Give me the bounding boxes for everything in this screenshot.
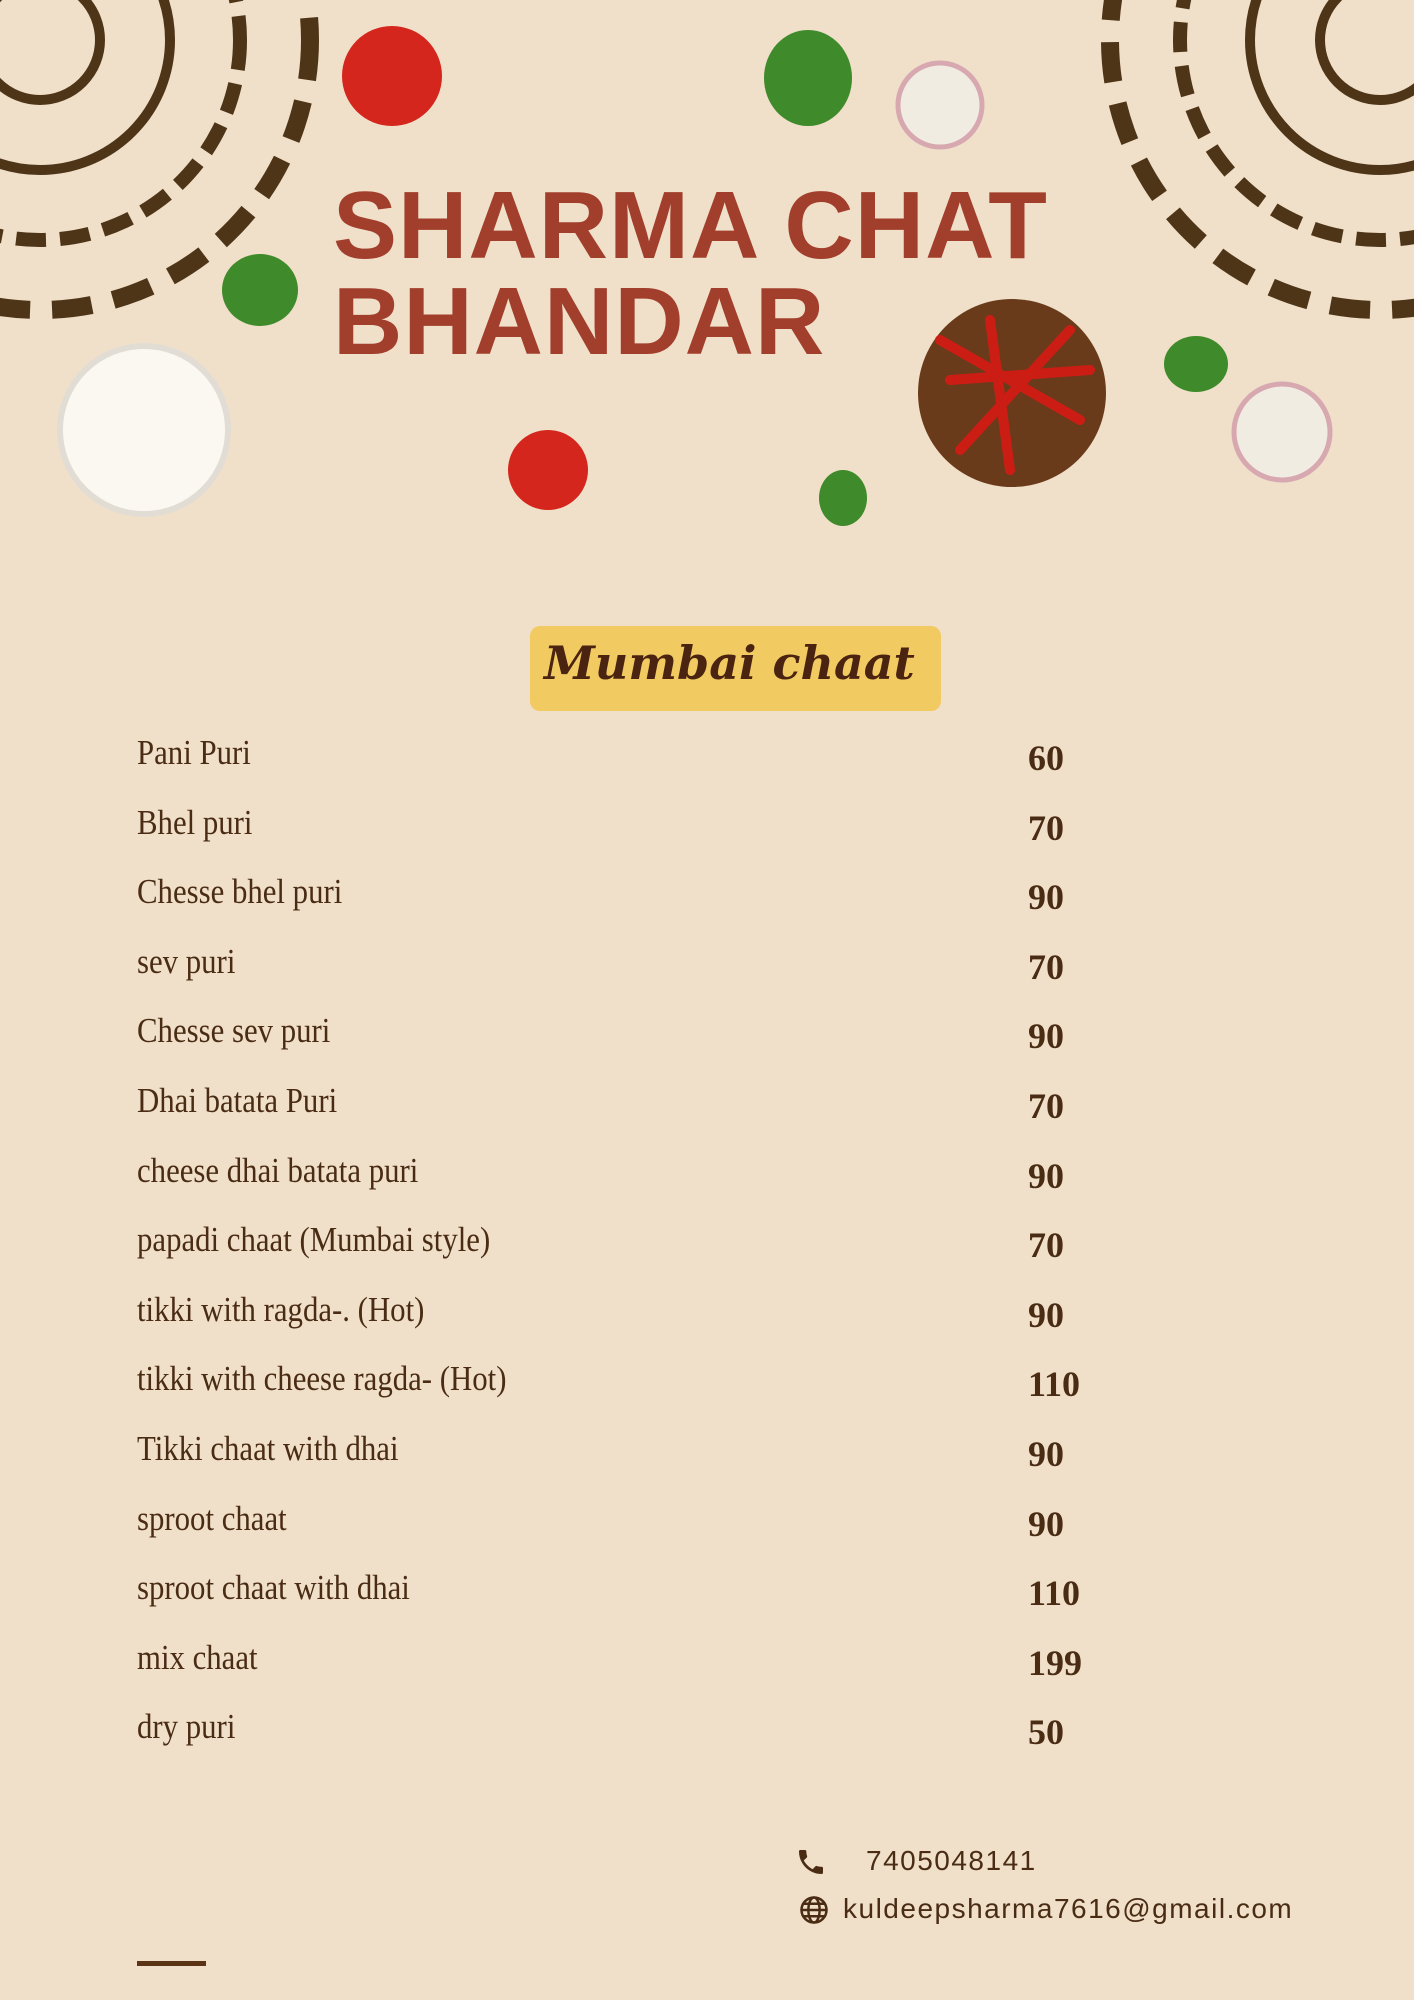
item-price: 70 [1028, 946, 1064, 987]
menu-item [137, 1011, 1137, 1071]
globe-icon [799, 1895, 829, 1925]
item-price: 50 [1028, 1712, 1064, 1753]
item-price: 90 [1028, 1434, 1064, 1474]
raita-bowl-icon [60, 346, 228, 514]
leaf-icon [764, 30, 852, 126]
item-name: Pani Puri [137, 733, 251, 772]
item-price: 90 [1028, 877, 1064, 918]
menu-item [137, 1359, 1137, 1419]
email-address: kuldeepsharma7616@gmail.com [843, 1893, 1294, 1924]
item-price: 70 [1028, 1086, 1064, 1126]
menu-item [137, 942, 1137, 1002]
item-name: tikki with cheese ragda- (Hot) [137, 1359, 507, 1399]
phone-icon [795, 1845, 827, 1879]
item-price: 110 [1028, 1573, 1081, 1614]
title-line-2: BHANDAR [333, 268, 826, 375]
leaf-icon [1164, 336, 1228, 392]
menu-item [137, 733, 1137, 793]
menu-item [137, 872, 1137, 932]
section-title: Mumbai chaat [544, 636, 915, 690]
leaf-icon [819, 470, 867, 526]
title-line-1: SHARMA CHAT [333, 172, 1048, 279]
menu-item [137, 1499, 1137, 1559]
section-badge [530, 626, 941, 711]
item-name: sproot chaat [137, 1498, 287, 1538]
onion-icon [898, 63, 982, 147]
item-price: 90 [1028, 1503, 1064, 1544]
item-name: sproot chaat with dhai [137, 1568, 410, 1608]
mandala-right-icon [1110, 0, 1414, 310]
tomato-icon [508, 430, 588, 510]
item-price: 90 [1028, 1016, 1064, 1057]
item-name: Dhai batata Puri [137, 1081, 338, 1120]
item-price: 110 [1028, 1364, 1081, 1405]
menu-item [137, 1638, 1137, 1698]
item-name: sev puri [137, 941, 236, 981]
item-price: 199 [1028, 1642, 1082, 1683]
tomato-icon [342, 26, 442, 126]
item-price: 90 [1028, 1155, 1064, 1196]
item-price: 90 [1028, 1294, 1064, 1335]
item-name: papadi chaat (Mumbai style) [137, 1220, 491, 1260]
leaf-icon [222, 254, 298, 326]
onion-icon [1234, 384, 1330, 480]
menu-item [137, 1220, 1137, 1280]
menu-item [137, 1151, 1137, 1211]
menu-item [137, 1707, 1137, 1767]
divider [137, 1961, 206, 1966]
item-name: Bhel puri [137, 802, 253, 842]
item-name: cheese dhai batata puri [137, 1150, 419, 1190]
phone-number: 7405048141 [866, 1845, 1037, 1876]
page-title [333, 172, 1048, 375]
item-price: 60 [1028, 738, 1064, 778]
item-name: Chesse bhel puri [137, 872, 343, 912]
menu-item [137, 1081, 1137, 1141]
item-name: Chesse sev puri [137, 1011, 331, 1051]
menu-item [137, 1429, 1137, 1489]
item-price: 70 [1028, 807, 1064, 848]
item-name: tikki with ragda-. (Hot) [137, 1289, 425, 1329]
menu-item [137, 1290, 1137, 1350]
item-name: Tikki chaat with dhai [137, 1429, 399, 1468]
menu-item [137, 1568, 1137, 1628]
item-price: 70 [1028, 1225, 1064, 1266]
item-name: mix chaat [137, 1637, 258, 1677]
menu-item [137, 803, 1137, 863]
item-name: dry puri [137, 1707, 236, 1747]
